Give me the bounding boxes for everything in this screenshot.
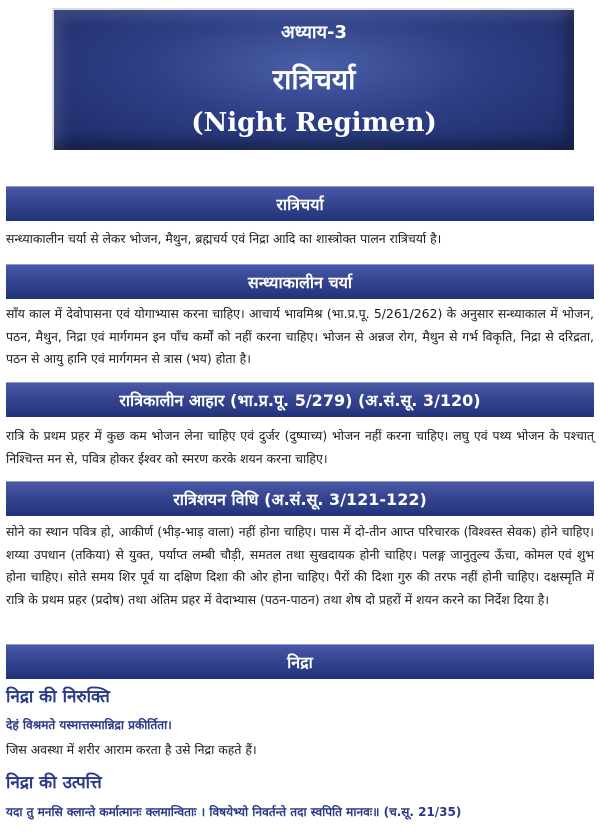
nirukti-text: जिस अवस्था में शरीर आराम करता है उसे निद्रा कहते हैं।	[6, 742, 257, 757]
section-text-ratricharya: सन्ध्याकालीन चर्या से लेकर भोजन, मैथुन, ब्रह्मचर्य एवं निद्रा आदि का शास्त्रोक्त पालन रात्रिचर्या है।	[6, 231, 442, 246]
utpatti-verse: यदा तु मनसि क्लान्ते कर्मात्मानः क्लमान्विताः । विषयेभ्यो निवर्तन्ते तदा स्वपिति मानवः॥ (च.सू. 21/35)	[6, 805, 462, 819]
section-heading-ratrishayan: रात्रिशयन विधि (अ.सं.सू. 3/121-122)	[6, 481, 594, 516]
chapter-banner	[52, 8, 574, 150]
section-text-ratrikalin-ahar: रात्रि के प्रथम प्रहर में कुछ कम भोजन लेना चाहिए एवं दुर्जर (दुष्पाच्य) भोजन नहीं करना चाहिए। लघु एवं पथ्य भोजन के पश्चात् निश्चिन्त मन से, पवित्र होकर ईश्वर को स्मरण करके शयन करना चाहिए।	[6, 428, 594, 466]
chapter-title: रात्रिचर्या	[272, 63, 356, 96]
section-text-ratrishayan: सोने का स्थान पवित्र हो, आकीर्ण (भीड़-भाड़ वाला) नहीं होना चाहिए। पास में दो-तीन आप्त परिचारक (विश्वस्त सेवक) होने चाहिए। शय्या उपधान (तकिया) से युक्त, पर्याप्त लम्बी चौड़ी, समतल तथा सुखदायक होनी चाहिए। पलङ्ग जानुतुल्य ऊँचा, कोमल एवं शुभ होना चाहिए। सोते समय शिर पूर्व या दक्षिण दिशा की ओर होना चाहिए। पैरों की दिशा गुरु की तरफ नहीं होनी चाहिए। दक्षस्मृति में रात्रि के प्रथम प्रहर (प्रदोष) तथा अंतिम प्रहर में वेदाभ्यास (पठन-पाठन) तथा शेष दो प्रहरों में शयन करने का निर्देश दिया है।	[6, 524, 594, 607]
section-text-sandhyakalin: साँय काल में देवोपासना एवं योगाभ्यास करना चाहिए। आचार्य भावमिश्र (भा.प्र.पू. 5/261/262) के अनुसार सन्ध्याकाल में भोजन, पठन, मैथुन, निद्रा एवं मार्गगमन इन पाँच कर्मों को नहीं करना चाहिए। भोजन से अन्नज रोग, मैथुन से गर्भ विकृति, निद्रा से दरिद्रता, पठन से आयु हानि एवं मार्गगमन से त्रास (भय) होता है।	[6, 306, 594, 366]
utpatti-heading: निद्रा की उत्पत्ति	[6, 773, 102, 793]
chapter-subtitle: (Night Regimen)	[191, 108, 437, 138]
section-heading-sandhyakalin: सन्ध्याकालीन चर्या	[6, 264, 594, 299]
chapter-number: अध्याय-3	[280, 22, 348, 43]
section-heading-ratrikalin-ahar: रात्रिकालीन आहार (भा.प्र.पू. 5/279) (अ.सं.सू. 3/120)	[6, 382, 594, 417]
section-heading-nidra: निद्रा	[6, 644, 594, 679]
nirukti-heading: निद्रा की निरुक्ति	[6, 687, 110, 707]
nirukti-verse: देहं विश्रमते यस्मात्तस्मान्निद्रा प्रकीर्तिता।	[6, 718, 172, 732]
section-heading-ratricharya: रात्रिचर्या	[6, 186, 594, 221]
